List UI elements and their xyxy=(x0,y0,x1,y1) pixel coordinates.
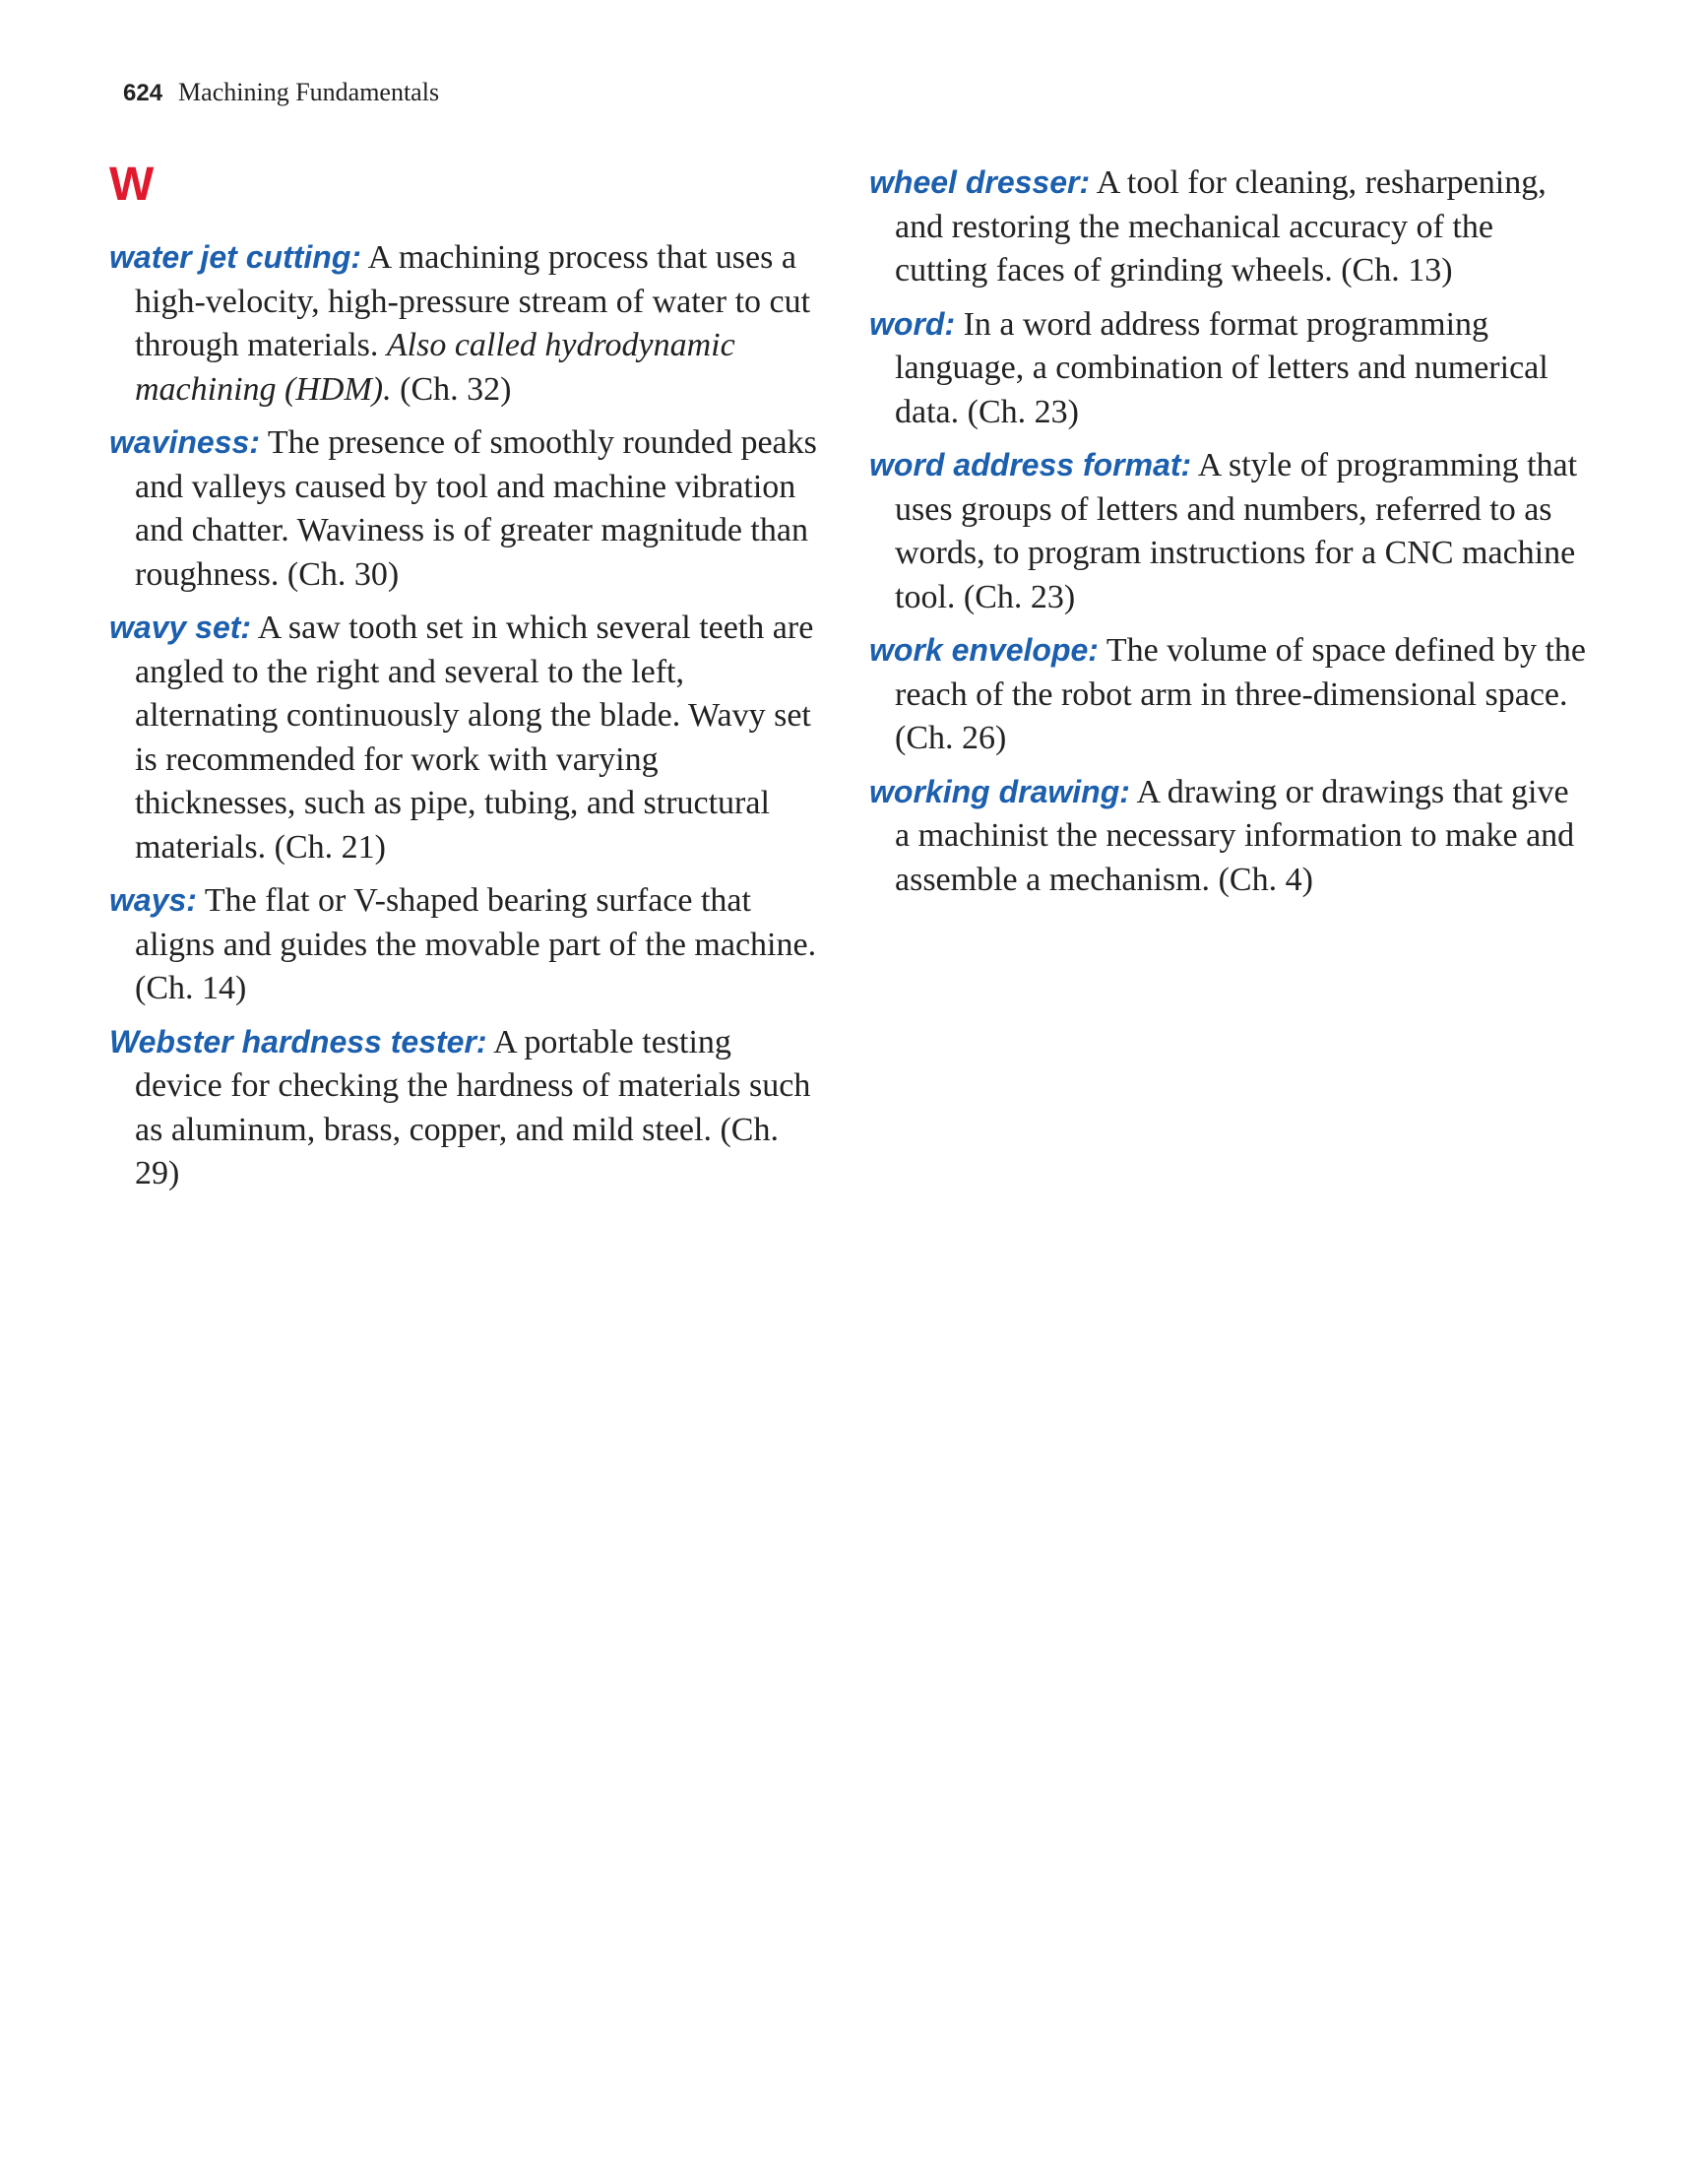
glossary-entry xyxy=(869,770,1588,903)
glossary-definition: A style of programming that uses groups of letters and numbers, referred to as words, to program instructions for a CNC machine tool. xyxy=(895,447,1578,615)
chapter-reference: (Ch. 14) xyxy=(135,970,247,1006)
glossary-entry xyxy=(109,420,818,597)
chapter-reference: (Ch. 30) xyxy=(286,555,400,593)
glossary-term: waviness: xyxy=(109,424,260,460)
glossary-entry xyxy=(869,161,1588,293)
glossary-term: work envelope: xyxy=(869,632,1099,668)
glossary-entry xyxy=(869,302,1588,435)
glossary-column-right xyxy=(869,161,1588,911)
glossary-entry xyxy=(109,878,818,1011)
glossary-definition: A tool for cleaning, resharpening, and restoring the mechanical accuracy of the cutting faces of grinding wheels. xyxy=(895,164,1547,289)
chapter-reference: (Ch. 23) xyxy=(963,578,1076,615)
glossary-term: water jet cutting: xyxy=(109,239,362,275)
glossary-definition: The volume of space defined by the reach of the robot arm in three-dimensional space. xyxy=(895,632,1586,713)
chapter-reference: (Ch. 13) xyxy=(1341,252,1453,289)
glossary-entry xyxy=(869,628,1588,761)
glossary-definition: A machining process that uses a high-velocity, high-pressure stream of water to cut through materials. xyxy=(135,239,811,363)
chapter-reference: (Ch. 21) xyxy=(274,828,386,866)
chapter-reference: (Ch. 23) xyxy=(967,393,1079,430)
glossary-definition: In a word address format programming language, a combination of letters and numerical data. xyxy=(895,305,1548,430)
glossary-definition: The presence of smoothly rounded peaks and valleys caused by tool and machine vibration and chatter. Waviness is of greater magnitude than roughness. xyxy=(135,424,817,593)
chapter-reference: (Ch. 26) xyxy=(895,720,1007,756)
running-title: Machining Fundamentals xyxy=(178,78,440,106)
glossary-italic-note: Also called hydrodynamic machining (HDM). xyxy=(135,327,735,408)
glossary-term: word address format: xyxy=(869,447,1192,482)
glossary-definition: A portable testing device for checking the hardness of materials such as aluminum, brass, copper, and mild steel. xyxy=(135,1023,811,1148)
glossary-entry xyxy=(109,235,818,412)
chapter-reference: (Ch. 32) xyxy=(400,370,512,408)
glossary-term: working drawing: xyxy=(869,773,1130,809)
glossary-term: ways: xyxy=(109,882,197,918)
glossary-definition: A saw tooth set in which several teeth are angled to the right and several to the left, alternating continuously along the blade. Wavy set is recommended for work with varying thicknesses, such as pipe, tubing, and structural materials. xyxy=(135,610,814,866)
glossary-definition: A drawing or drawings that give a machinist the necessary information to make and assemble a mechanism. xyxy=(895,773,1575,898)
page-number: 624 xyxy=(123,80,163,106)
glossary-entry xyxy=(109,1020,818,1196)
glossary-entry xyxy=(869,443,1588,619)
glossary-term: Webster hardness tester: xyxy=(109,1023,487,1060)
glossary-term: wheel dresser: xyxy=(869,164,1091,200)
glossary-column-left xyxy=(109,158,818,1205)
glossary-definition: The flat or V-shaped bearing surface that aligns and guides the movable part of the machine. xyxy=(135,882,817,963)
section-letter: W xyxy=(109,159,155,211)
glossary-entry xyxy=(109,606,818,869)
chapter-reference: (Ch. 29) xyxy=(135,1111,779,1191)
chapter-reference: (Ch. 4) xyxy=(1218,861,1313,898)
glossary-term: wavy set: xyxy=(109,610,252,645)
running-head xyxy=(123,77,439,109)
glossary-term: word: xyxy=(869,305,956,342)
